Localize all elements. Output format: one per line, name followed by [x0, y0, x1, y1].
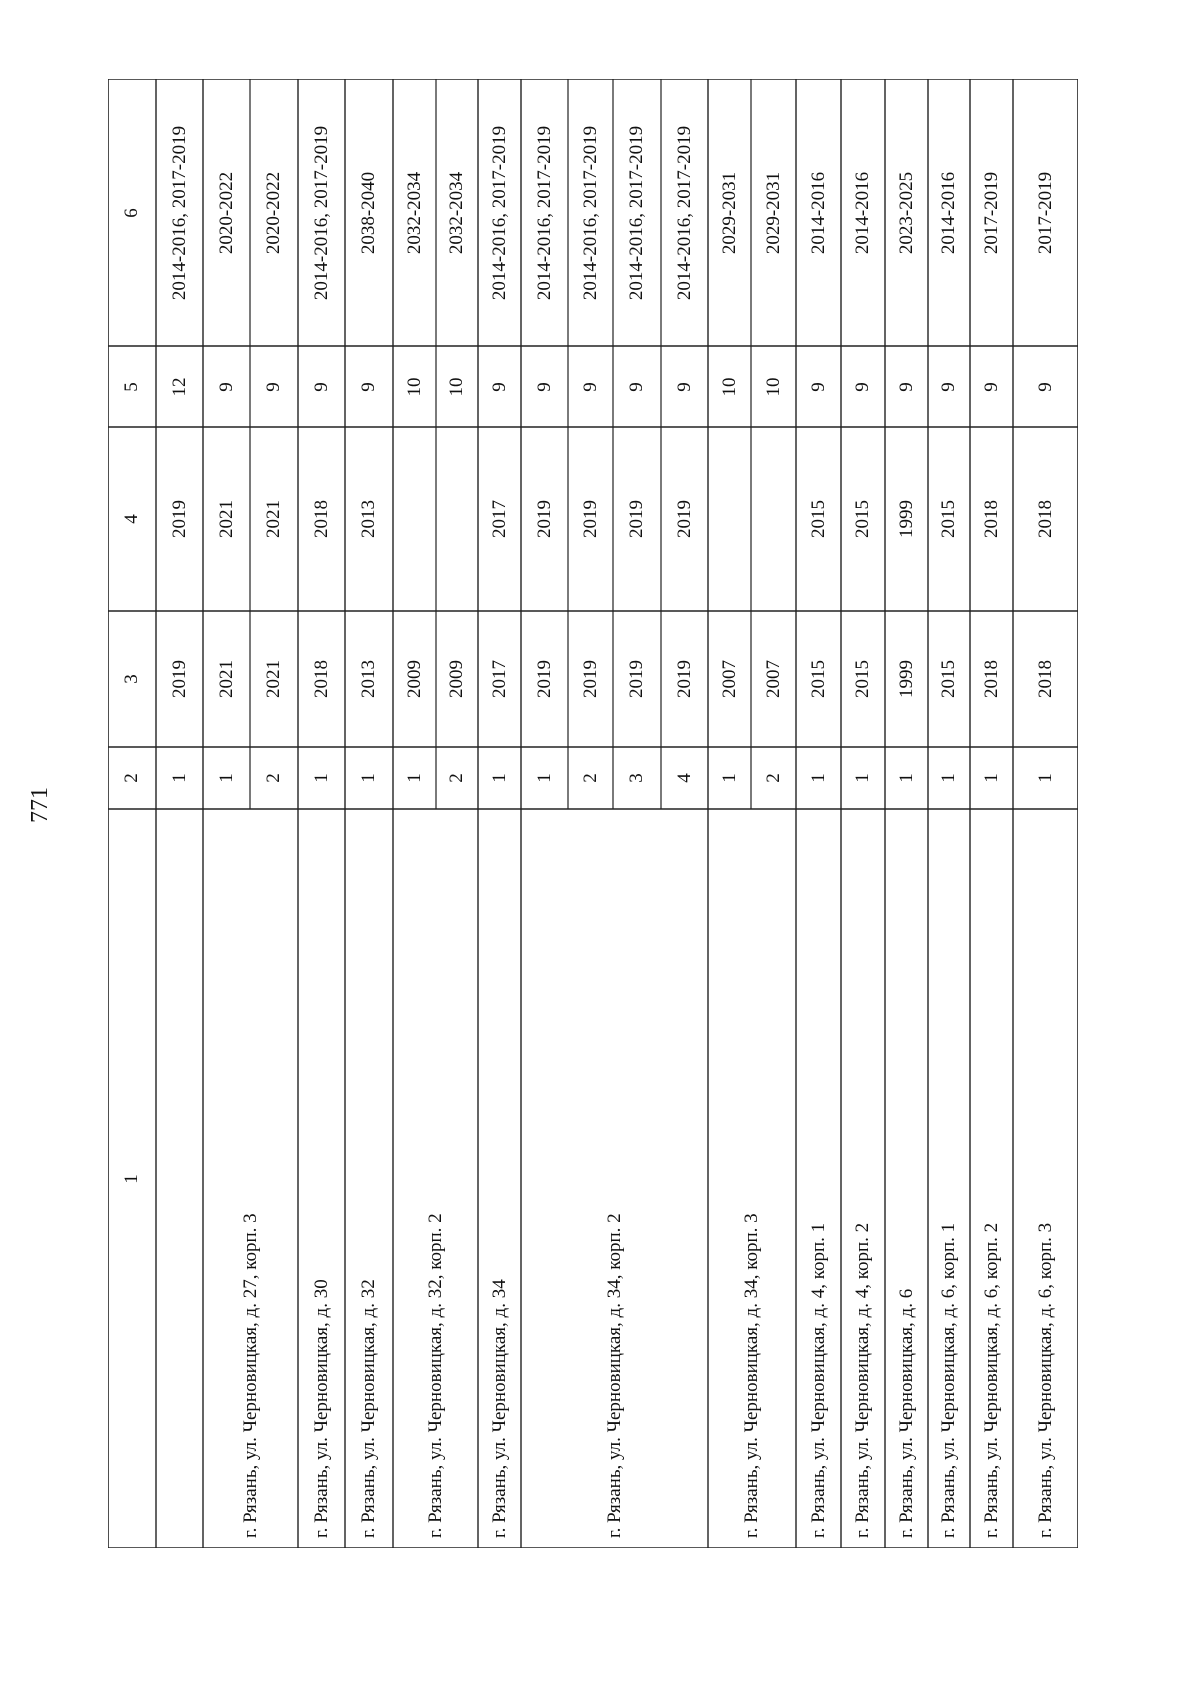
table-cell-c3-text: 2018: [310, 660, 332, 698]
table-cell-n-text: 4: [673, 773, 695, 783]
table-cell-c6-text: 2032-2034: [403, 171, 425, 254]
table-cell-c5-text: 9: [852, 381, 873, 392]
table-cell-c5: [841, 346, 885, 427]
table-cell-c5-text: 10: [718, 377, 740, 396]
table-cell-c6: [521, 79, 568, 346]
table-cell-c3: [1013, 611, 1078, 747]
table-cell-n-text: 3: [626, 773, 647, 783]
table-cell-c6-text: 2014-2016: [807, 171, 829, 254]
table-cell-c4: [796, 427, 841, 611]
table-cell-c3-text: 2009: [446, 660, 467, 698]
table-cell-c3: [568, 611, 613, 747]
table-cell-c4-text: 2015: [852, 500, 873, 538]
table-cell-n: [970, 747, 1013, 809]
table-cell-c4: [568, 427, 613, 611]
table-cell-c6-text: 2023-2025: [895, 171, 917, 254]
table-cell-c6: [928, 79, 970, 346]
table-cell-c5: [661, 346, 708, 427]
table-cell-c4: [478, 427, 521, 611]
table-cell-c5-text: 9: [673, 381, 695, 392]
table-cell-n-text: 2: [762, 773, 784, 783]
table-cell-c6-text: 2017-2019: [1034, 171, 1056, 254]
address-text: г. Рязань, ул. Черновицкая, д. 32, корп. 2: [424, 1213, 446, 1538]
table-cell-n-text: 1: [403, 773, 425, 783]
table-cell-c5-text: 10: [762, 377, 784, 396]
table-cell-c4-text: 2018: [1034, 500, 1056, 538]
header-cell-2: [108, 747, 156, 809]
table-cell-c5-text: 12: [168, 377, 190, 396]
address-cell: [393, 809, 478, 1548]
address-text: г. Рязань, ул. Черновицкая, д. 34: [488, 1279, 510, 1538]
table-cell-c6: [436, 79, 478, 346]
table-cell-c5: [970, 346, 1013, 427]
table-cell-c6: [393, 79, 436, 346]
table-cell-c4-text: 2019: [579, 500, 601, 538]
table-cell-c3-text: 2019: [673, 660, 695, 698]
table-cell-n-text: 1: [488, 773, 510, 783]
table-cell-c3-text: 2017: [488, 660, 510, 698]
table-cell-c3: [203, 611, 250, 747]
address-text: г. Рязань, ул. Черновицкая, д. 27, корп. 3: [239, 1213, 261, 1538]
header-cell-6-text: 6: [121, 207, 142, 218]
table-cell-c4: [345, 427, 393, 611]
table-cell-c3: [156, 611, 203, 747]
header-cell-6: [108, 79, 156, 346]
table-cell-c3-text: 2015: [852, 660, 873, 698]
address-cell: [796, 809, 841, 1548]
table-cell-c6: [841, 79, 885, 346]
table-cell-n-text: 2: [579, 773, 601, 783]
table-cell-n: [885, 747, 928, 809]
table-cell-c5-text: 9: [626, 381, 647, 392]
table-cell-n: [393, 747, 436, 809]
table-cell-n: [928, 747, 970, 809]
table-cell-c6-text: 2017-2019: [980, 171, 1002, 254]
table-cell-c6-text: 2014-2016, 2017-2019: [579, 125, 601, 300]
table-cell-c5-text: 10: [446, 377, 467, 396]
table-cell-n-text: 1: [895, 773, 917, 783]
table-cell-c3: [841, 611, 885, 747]
table-cell-c3-text: 2018: [980, 660, 1002, 698]
address-cell: [521, 809, 708, 1548]
table-cell-c3: [970, 611, 1013, 747]
table-cell-c4-text: 2013: [358, 500, 379, 538]
table-cell-c4: [841, 427, 885, 611]
table-cell-c6-text: 2014-2016, 2017-2019: [533, 125, 555, 300]
table-cell-c6: [250, 79, 298, 346]
table-cell-c4: [250, 427, 298, 611]
table-cell-n-text: 1: [807, 773, 829, 783]
table-cell-c3-text: 2021: [263, 660, 284, 698]
table-cell-c6-text: 2014-2016, 2017-2019: [626, 125, 647, 300]
table-cell-n: [568, 747, 613, 809]
table-cell-n-text: 1: [980, 773, 1002, 783]
address-cell: [298, 809, 345, 1548]
table-cell-c6: [156, 79, 203, 346]
table-cell-c3-text: 2013: [358, 660, 379, 698]
table-cell-c4-text: 2019: [673, 500, 695, 538]
table-cell-c5: [250, 346, 298, 427]
table-cell-c5: [928, 346, 970, 427]
address-cell: [203, 809, 298, 1548]
table-cell-n: [203, 747, 250, 809]
table-cell-n-text: 2: [263, 773, 284, 783]
table-cell-c4: [156, 427, 203, 611]
table-cell-c4-text: 2019: [168, 500, 190, 538]
header-cell-4: [108, 427, 156, 611]
table-cell-c4-text: 2018: [980, 500, 1002, 538]
table-cell-c5: [1013, 346, 1078, 427]
table-cell-c6-text: 2020-2022: [263, 171, 284, 254]
address-cell: [1013, 809, 1078, 1548]
address-text: г. Рязань, ул. Черновицкая, д. 34, корп. 3: [741, 1213, 762, 1538]
table-cell-c5: [203, 346, 250, 427]
address-cell: [970, 809, 1013, 1548]
header-cell-5: [108, 346, 156, 427]
table-cell-c3: [885, 611, 928, 747]
table-cell-n: [613, 747, 661, 809]
address-text: г. Рязань, ул. Черновицкая, д. 6, корп. 3: [1034, 1222, 1056, 1538]
table-cell-c5: [751, 346, 796, 427]
address-cell: [478, 809, 521, 1548]
table-cell-c5-text: 9: [895, 381, 917, 392]
table-cell-c4-text: 2021: [215, 500, 237, 538]
table-cell-c3: [345, 611, 393, 747]
table-cell-n: [298, 747, 345, 809]
table-cell-c6-text: 2014-2016, 2017-2019: [488, 125, 510, 300]
address-cell: [841, 809, 885, 1548]
table-cell-c4: [885, 427, 928, 611]
table-cell-n-text: 1: [215, 773, 237, 783]
table-cell-c5: [156, 346, 203, 427]
table-cell-c6: [708, 79, 751, 346]
table-cell-n: [345, 747, 393, 809]
table-cell-c4: [298, 427, 345, 611]
table-cell-c4-text: 2019: [626, 500, 647, 538]
table-cell-c4-text: 2021: [263, 500, 284, 538]
table-cell-c5: [521, 346, 568, 427]
address-cell: [928, 809, 970, 1548]
table-cell-n: [708, 747, 751, 809]
table-cell-c3-text: 2007: [718, 660, 740, 698]
table-cell-c6-text: 2032-2034: [446, 171, 467, 254]
table-cell-c3: [661, 611, 708, 747]
table-cell-c3: [298, 611, 345, 747]
table-cell-c5-text: 10: [403, 377, 425, 396]
table-cell-n-text: 2: [446, 773, 467, 783]
table-cell-c6: [751, 79, 796, 346]
table-cell-c3-text: 2019: [168, 660, 190, 698]
table-cell-c5: [708, 346, 751, 427]
table-cell-c6: [203, 79, 250, 346]
table-cell-c6: [568, 79, 613, 346]
table-cell-c6: [613, 79, 661, 346]
table-cell-c5-text: 9: [263, 381, 284, 392]
address-text: г. Рязань, ул. Черновицкая, д. 34, корп. 2: [603, 1213, 625, 1538]
table-cell-c3-text: 2019: [579, 660, 601, 698]
table-cell-c5-text: 9: [488, 381, 510, 392]
table-cell-c4: [613, 427, 661, 611]
table-cell-c4: [661, 427, 708, 611]
table-cell-c3: [613, 611, 661, 747]
table-cell-c6-text: 2014-2016, 2017-2019: [168, 125, 190, 300]
header-cell-4-text: 4: [121, 514, 142, 524]
address-text: г. Рязань, ул. Черновицкая, д. 4, корп. 1: [807, 1222, 829, 1538]
table-cell-c5: [298, 346, 345, 427]
table-cell-c6: [298, 79, 345, 346]
table-cell-c6: [345, 79, 393, 346]
address-text: г. Рязань, ул. Черновицкая, д. 32: [358, 1279, 379, 1538]
table-cell-c5: [436, 346, 478, 427]
header-cell-1-text: 1: [121, 1173, 142, 1184]
table-cell-c4-text: 2015: [938, 500, 959, 538]
table-cell-c5-text: 9: [533, 381, 555, 392]
page-number: 771: [27, 787, 53, 823]
table-cell-n-text: 1: [1034, 773, 1056, 783]
table-cell-c4-text: 2015: [807, 500, 829, 538]
table-cell-c3: [521, 611, 568, 747]
table-cell-c5: [568, 346, 613, 427]
table-cell-c5: [613, 346, 661, 427]
table-cell-c4: [521, 427, 568, 611]
table-cell-c4-text: 2018: [310, 500, 332, 538]
table-cell-c6-text: 2014-2016: [852, 171, 873, 254]
table-cell-c3-text: 2007: [762, 660, 784, 698]
table-cell-c6: [1013, 79, 1078, 346]
table-cell-n-text: 1: [533, 773, 555, 783]
address-cell: [708, 809, 796, 1548]
address-cell: [345, 809, 393, 1548]
header-cell-3-text: 3: [121, 674, 142, 684]
table-cell-c4: [928, 427, 970, 611]
table-cell-c3-text: 2015: [807, 660, 829, 698]
table-cell-c6-text: 2020-2022: [215, 171, 237, 254]
table-cell-c5-text: 9: [938, 381, 959, 392]
header-cell-1: [108, 809, 156, 1548]
table-cell-c6-text: 2038-2040: [358, 171, 379, 254]
table-cell-c5-text: 9: [310, 381, 332, 392]
table-cell-c3: [708, 611, 751, 747]
table-cell-c4-text: 2019: [533, 500, 555, 538]
address-cell: [156, 809, 203, 1548]
table-cell-c3-text: 2019: [626, 660, 647, 698]
table-cell-c5-text: 9: [579, 381, 601, 392]
header-cell-5-text: 5: [121, 381, 142, 392]
table-cell-c3-text: 2009: [403, 660, 425, 698]
table-cell-n-text: 1: [358, 773, 379, 783]
table-cell-c5: [345, 346, 393, 427]
header-cell-2-text: 2: [121, 773, 142, 783]
table-cell-c3: [478, 611, 521, 747]
table-cell-c3: [393, 611, 436, 747]
table-cell-c5: [478, 346, 521, 427]
table-cell-c3: [751, 611, 796, 747]
address-text: г. Рязань, ул. Черновицкая, д. 6: [895, 1288, 917, 1538]
table-cell-c6-text: 2014-2016: [938, 171, 959, 254]
table-cell-c3-text: 1999: [895, 660, 917, 698]
address-cell: [885, 809, 928, 1548]
table-cell-n-text: 1: [310, 773, 332, 783]
table-cell-c6-text: 2029-2031: [762, 171, 784, 254]
table-cell-c6: [970, 79, 1013, 346]
table-cell-n-text: 1: [852, 773, 873, 783]
table-cell-c3: [250, 611, 298, 747]
table-cell-c5: [393, 346, 436, 427]
table-cell-n: [661, 747, 708, 809]
table-cell-c6: [661, 79, 708, 346]
table-cell-c6: [885, 79, 928, 346]
address-text: г. Рязань, ул. Черновицкая, д. 6, корп. 2: [980, 1222, 1002, 1538]
table-cell-n-text: 1: [168, 773, 190, 783]
table-cell-c6: [478, 79, 521, 346]
table-cell-c5: [885, 346, 928, 427]
table-cell-c6-text: 2014-2016, 2017-2019: [673, 125, 695, 300]
table-cell-c5-text: 9: [215, 381, 237, 392]
table-cell-c3: [436, 611, 478, 747]
address-text: г. Рязань, ул. Черновицкая, д. 6, корп. 1: [938, 1222, 959, 1538]
table-cell-n-text: 1: [718, 773, 740, 783]
address-text: г. Рязань, ул. Черновицкая, д. 4, корп. 2: [852, 1222, 873, 1538]
table-cell-c3-text: 2015: [938, 660, 959, 698]
table-cell-c5-text: 9: [1034, 381, 1056, 392]
table-cell-c4: [970, 427, 1013, 611]
rotated-table: [108, 79, 1078, 1548]
table-cell-c5-text: 9: [807, 381, 829, 392]
table-cell-c4-text: 1999: [895, 500, 917, 538]
table-cell-c5: [796, 346, 841, 427]
address-text: г. Рязань, ул. Черновицкая, д. 30: [310, 1279, 332, 1538]
table-cell-c4: [203, 427, 250, 611]
table-cell-c3-text: 2021: [215, 660, 237, 698]
table-cell-c3: [796, 611, 841, 747]
table-cell-n: [841, 747, 885, 809]
table-cell-n: [751, 747, 796, 809]
table-cell-c5-text: 9: [980, 381, 1002, 392]
table-cell-n: [521, 747, 568, 809]
table-cell-c3-text: 2018: [1034, 660, 1056, 698]
table-cell-n: [796, 747, 841, 809]
header-cell-3: [108, 611, 156, 747]
table-cell-n: [478, 747, 521, 809]
table-cell-c4: [1013, 427, 1078, 611]
table-cell-n: [1013, 747, 1078, 809]
table-cell-c6-text: 2014-2016, 2017-2019: [310, 125, 332, 300]
table-cell-n: [436, 747, 478, 809]
table-cell-n-text: 1: [938, 773, 959, 783]
table-cell-c5-text: 9: [358, 381, 379, 392]
table-cell-c4-text: 2017: [488, 500, 510, 538]
table-cell-c6-text: 2029-2031: [718, 171, 740, 254]
table-cell-c6: [796, 79, 841, 346]
table-cell-c3-text: 2019: [533, 660, 555, 698]
table-cell-n: [250, 747, 298, 809]
table-cell-c3: [928, 611, 970, 747]
table-cell-n: [156, 747, 203, 809]
